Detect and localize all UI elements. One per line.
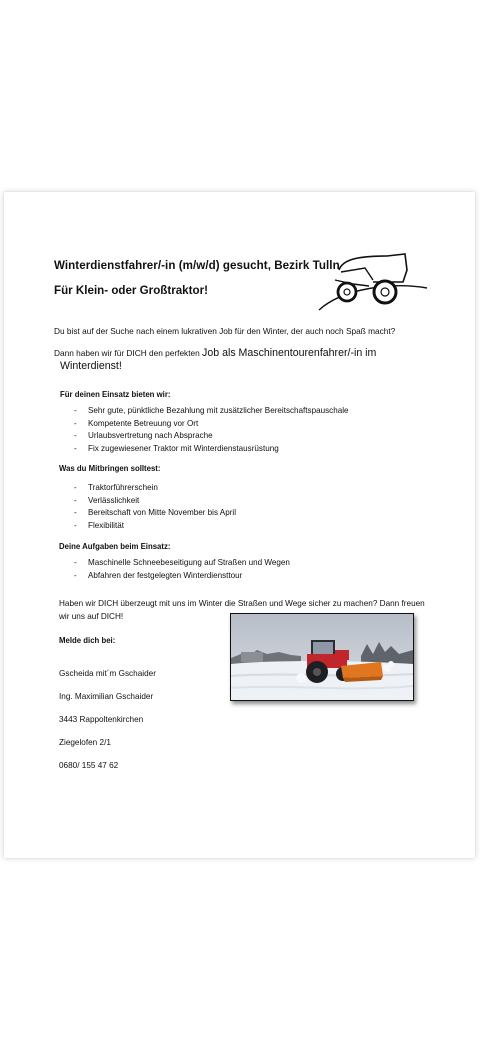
contact-line: Gscheida mit´m Gschaider xyxy=(59,668,156,678)
contact-line: Ing. Maximilian Gschaider xyxy=(59,691,154,701)
contact-heading: Melde dich bei: xyxy=(59,636,116,645)
tractor-logo-icon xyxy=(313,248,429,314)
snow-tractor-photo xyxy=(230,613,414,701)
list-item: - Fix zugewiesener Traktor mit Winterdienstausrüstung xyxy=(54,443,349,456)
contact-line: 0680/ 155 47 62 xyxy=(59,761,119,771)
list-item: - Kompetente Betreuung vor Ort xyxy=(54,418,349,431)
job-flyer-page xyxy=(4,192,475,858)
section-heading: Für deinen Einsatz bieten wir: xyxy=(60,390,171,399)
contact-line: Ziegelofen 2/1 xyxy=(59,738,111,748)
offer-highlight: Job als Maschinentourenfahrer/-in im xyxy=(202,347,377,359)
benefits-list xyxy=(54,405,349,455)
intro-text: Du bist auf der Suche nach einem lukrativen Job für den Winter, der auch noch Spaß macht? xyxy=(54,326,396,336)
flyer-title: Winterdienstfahrer/-in (m/w/d) gesucht, Bezirk Tulln xyxy=(54,259,340,272)
list-item: - Maschinelle Schneebeseitigung auf Straßen und Wegen xyxy=(54,557,290,570)
list-item: - Abfahren der festgelegten Winterdiensttour xyxy=(54,570,290,583)
offer-text xyxy=(54,347,434,373)
closing-text: Haben wir DICH überzeugt mit uns im Winter die Straßen und Wege sicher zu machen? Dann freuen wir uns auf DICH! xyxy=(59,599,425,621)
flyer-subtitle: Für Klein- oder Großtraktor! xyxy=(54,284,208,297)
list-item: - Verlässlichkeit xyxy=(54,495,236,508)
list-item: - Sehr gute, pünktliche Bezahlung mit zusätzlicher Bereitschaftspauschale xyxy=(54,405,349,418)
offer-highlight-cont: Winterdienst! xyxy=(60,360,122,372)
section-heading: Deine Aufgaben beim Einsatz: xyxy=(59,542,171,551)
list-item: - Traktorführerschein xyxy=(54,482,236,495)
list-item: - Flexibilität xyxy=(54,520,236,533)
requirements-list xyxy=(54,482,236,532)
list-item: - Bereitschaft von Mitte November bis April xyxy=(54,507,236,520)
contact-line: 3443 Rappoltenkirchen xyxy=(59,714,144,724)
contact-address xyxy=(59,656,156,784)
tasks-list xyxy=(54,557,290,582)
offer-prefix: Dann haben wir für DICH den perfekten xyxy=(54,348,200,358)
list-item: - Urlaubsvertretung nach Absprache xyxy=(54,430,349,443)
section-heading: Was du Mitbringen solltest: xyxy=(59,464,161,473)
